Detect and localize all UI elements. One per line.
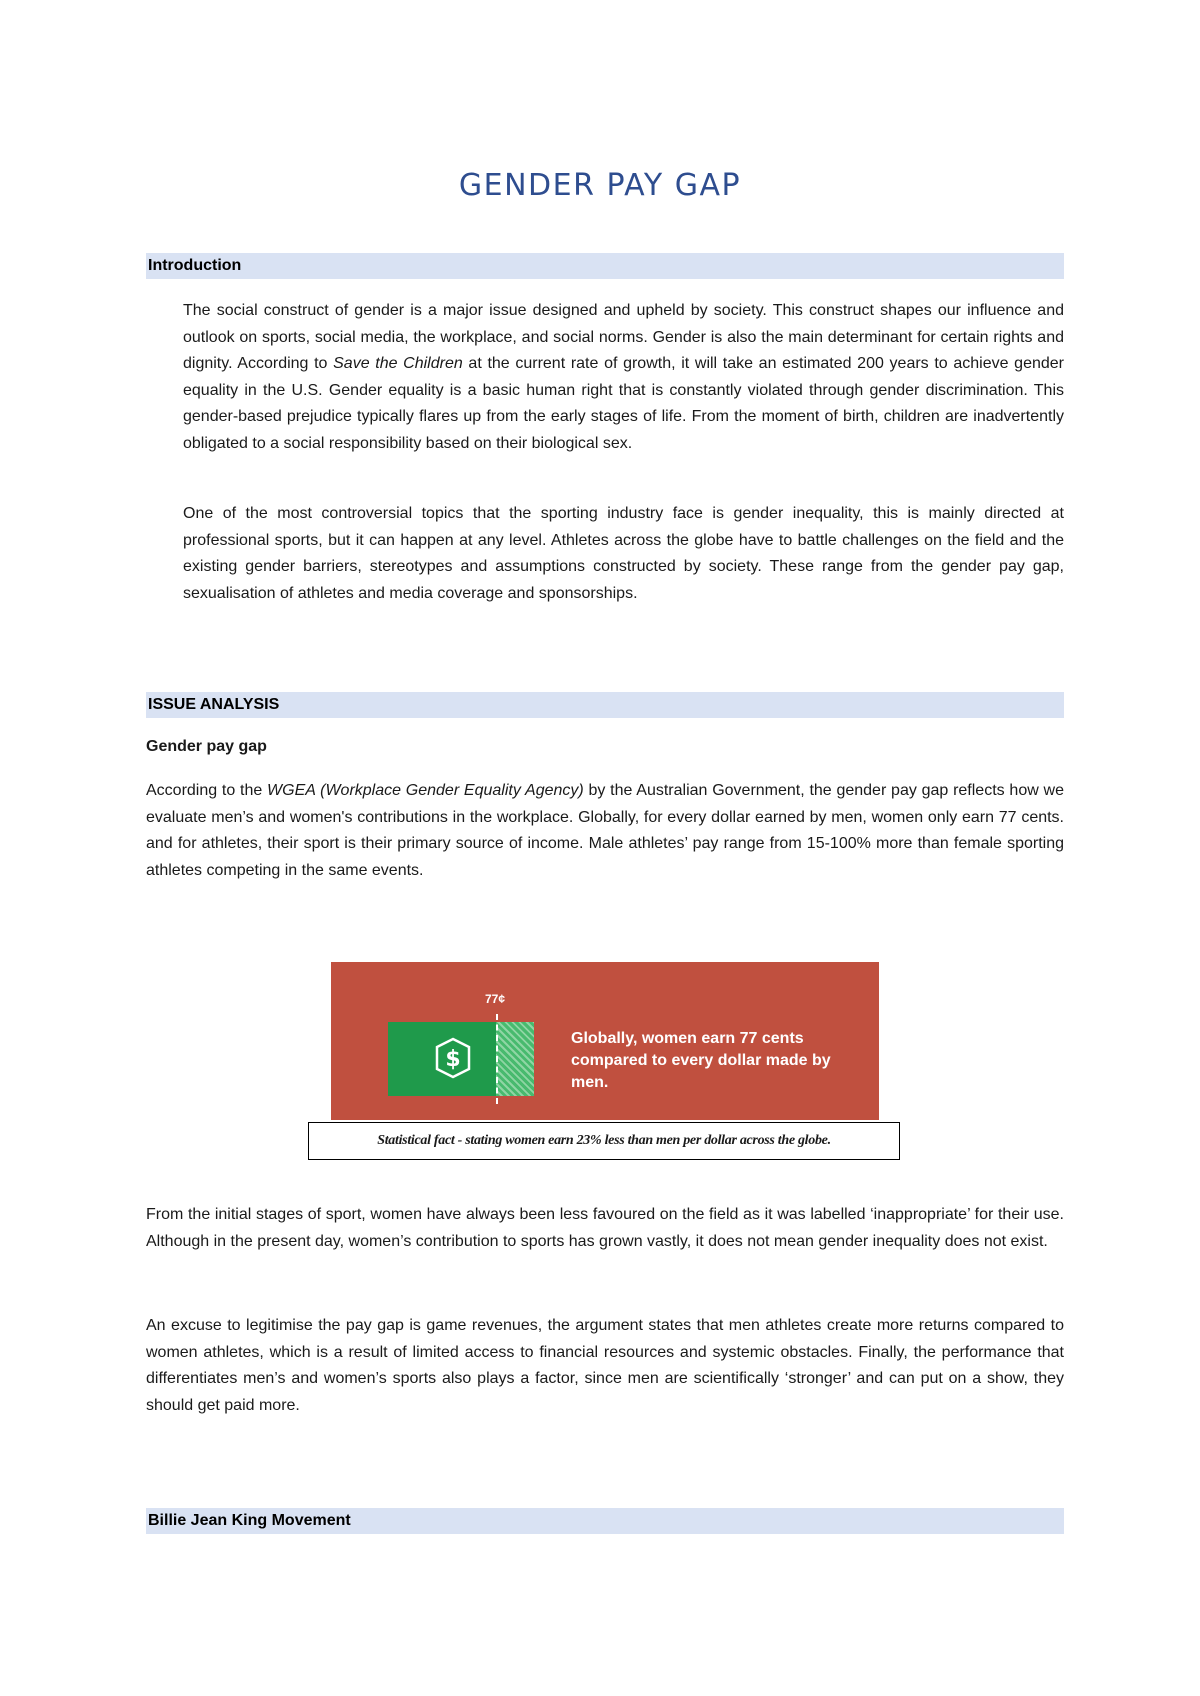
issue-paragraph-1 bbox=[146, 778, 1064, 884]
dashed-cut-line bbox=[496, 1014, 498, 1104]
text-run: at the current rate of growth, it will take an estimated 200 years to achieve gender equality in the U.S. Gender equality is a basic human right that is constantly violated through gender discrimination. This gender-based prejudice typically flares up from the early stages of life. From the moment of birth, children are inadvertently obligated to a social responsibility based on their biological sex. bbox=[183, 355, 1064, 452]
section-heading-billie-jean-king: Billie Jean King Movement bbox=[146, 1508, 1064, 1534]
issue-paragraph-2: From the initial stages of sport, women have always been less favoured on the field as it was labelled ‘inappropriate’ for their use. Although in the present day, women’s contribution to sports has grown vastly, it does not mean gender inequality does not exist. bbox=[146, 1206, 1064, 1250]
cents-label: 77¢ bbox=[485, 992, 506, 1006]
italic-citation: Save the Children bbox=[333, 355, 463, 372]
figure-caption: Statistical fact - stating women earn 23% less than men per dollar across the globe. bbox=[308, 1122, 900, 1160]
dollar-icon bbox=[433, 1037, 473, 1079]
intro-paragraph-1 bbox=[183, 298, 1064, 457]
italic-citation: WGEA (Workplace Gender Equality Agency) bbox=[267, 782, 584, 799]
infographic-text: Globally, women earn 77 cents compared to every dollar made by men. bbox=[571, 1030, 831, 1091]
section-heading-introduction: Introduction bbox=[146, 253, 1064, 279]
text-run: by the Australian Government, the gender pay gap reflects how we evaluate men’s and women's contributions in the workplace. Globally, for every dollar earned by men, women only earn 77 cents. and for athletes, their sport is their primary source of income. Male athletes’ pay range from 15-100% more than female sporting athletes competing in the same events. bbox=[146, 782, 1064, 879]
pay-gap-infographic bbox=[331, 962, 879, 1120]
intro-paragraph-2: One of the most controversial topics that the sporting industry face is gender inequality, this is mainly directed at professional sports, but it can happen at any level. Athletes across the globe have to battle challenges on the field and the existing gender barriers, stereotypes and assumptions constructed by society. These range from the gender pay gap, sexualisation of athletes and media coverage and sponsorships. bbox=[183, 505, 1064, 602]
svg-text:$: $ bbox=[445, 1047, 461, 1072]
text-run: The social construct of gender is a major issue designed and upheld by society. This construct shapes our influence and outlook on sports, social media, the workplace, and social norms. Gender is also the main determinant for certain rights and dignity. According to bbox=[183, 302, 1064, 372]
issue-paragraph-3: An excuse to legitimise the pay gap is game revenues, the argument states that men athletes create more returns compared to women athletes, which is a result of limited access to financial resources and systemic obstacles. Finally, the performance that differentiates men’s and women’s sports also plays a factor, since men are scientifically ‘stronger’ and can put on a show, they should get paid more. bbox=[146, 1317, 1064, 1414]
text-run: According to the bbox=[146, 782, 268, 799]
section-heading-issue-analysis: ISSUE ANALYSIS bbox=[146, 692, 1064, 718]
page-title: GENDER PAY GAP bbox=[458, 168, 742, 203]
dollar-bill-missing-portion bbox=[496, 1022, 534, 1096]
subheading-gender-pay-gap: Gender pay gap bbox=[146, 738, 267, 755]
